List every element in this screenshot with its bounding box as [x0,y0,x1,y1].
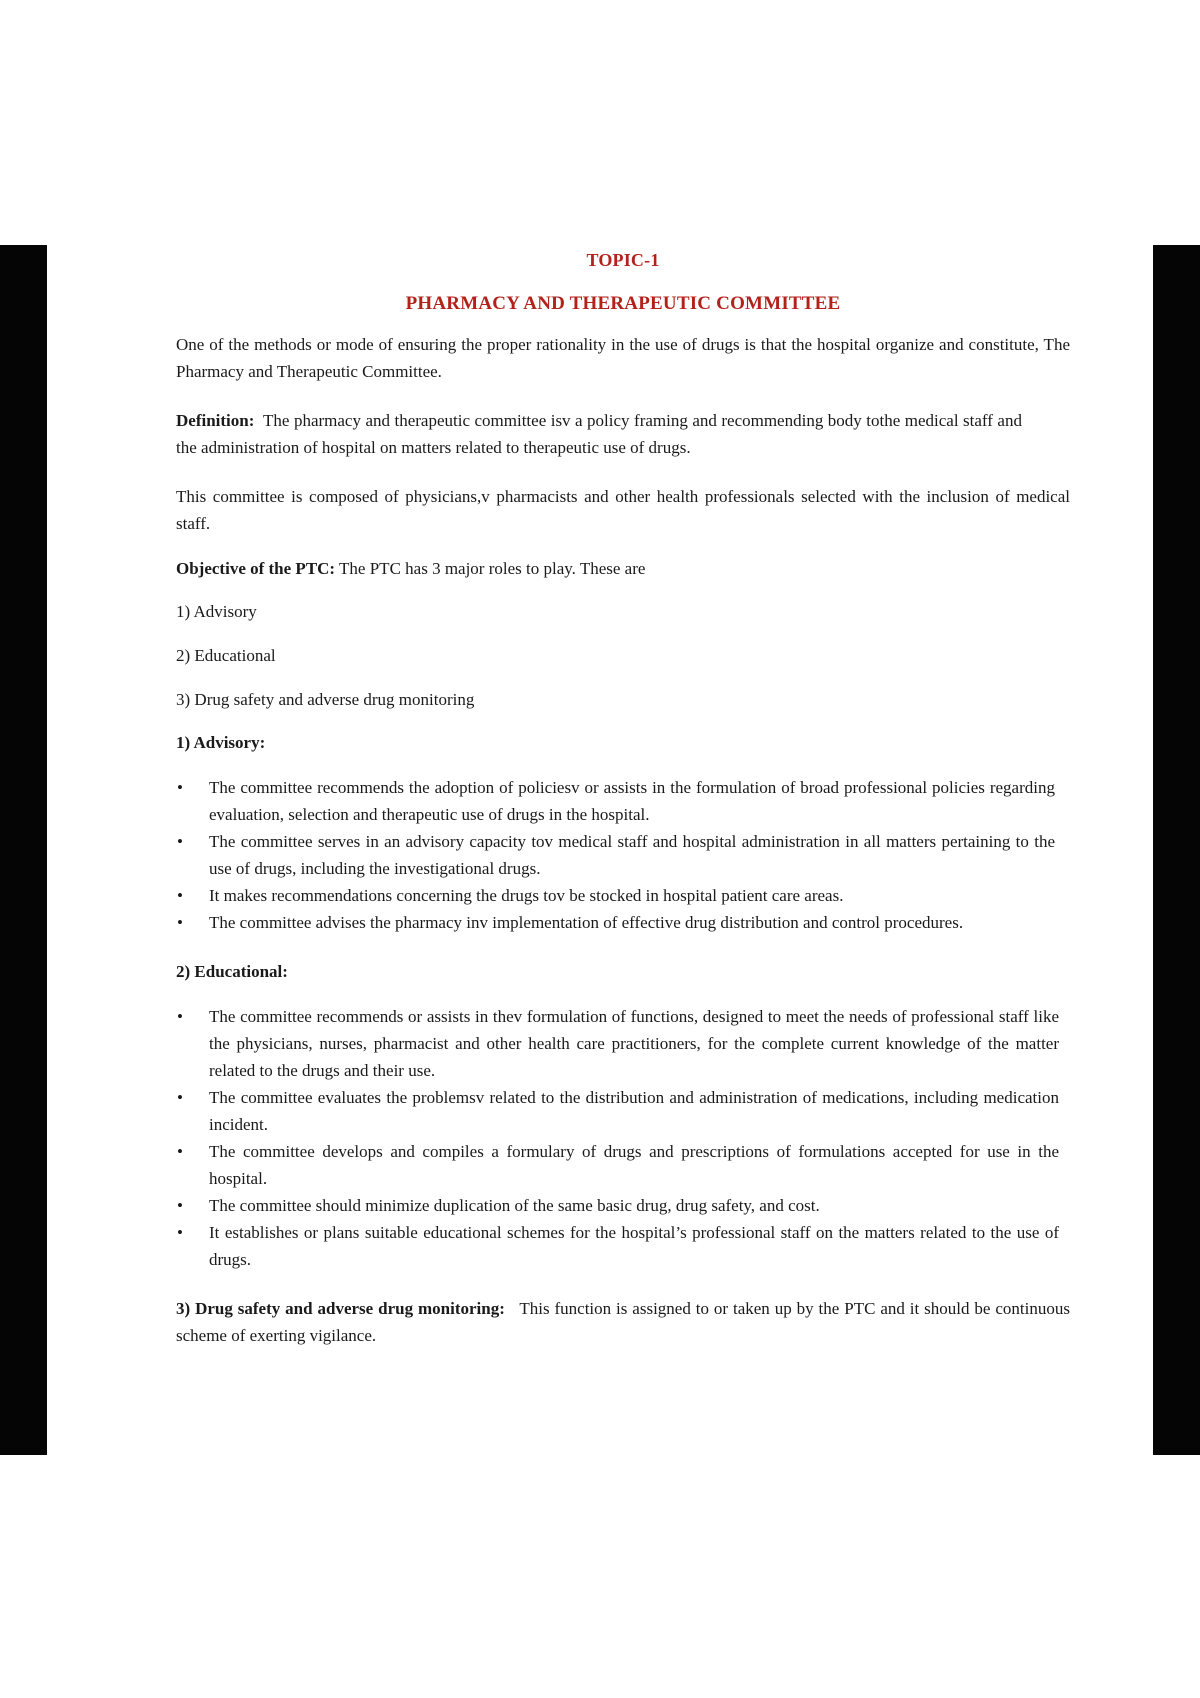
bullet-icon: • [177,1223,183,1242]
list-item-text: It makes recommendations concerning the drugs tov be stocked in hospital patient care areas. [209,886,844,905]
bullet-icon: • [177,1196,183,1215]
bullet-icon: • [177,1007,183,1026]
bullet-icon: • [177,1088,183,1107]
intro-paragraph: One of the methods or mode of ensuring the proper rationality in the use of drugs is that the hospital organize and constitute, The Pharmacy and Therapeutic Committee. [176,335,1070,381]
composition-paragraph: This committee is composed of physicians,v pharmacists and other health professionals selected with the inclusion of medical staff. [176,487,1070,533]
list-item [176,882,1055,909]
drug-safety-text: This function is assigned to or taken up by the PTC and it should be continuous scheme of exerting vigilance. [176,1299,1070,1345]
drug-safety-label: 3) Drug safety and adverse drug monitoring: [176,1299,505,1318]
objective-paragraph [176,555,1070,582]
definition-text: The pharmacy and therapeutic committee isv a policy framing and recommending body tothe medical staff and the administration of hospital on matters related to therapeutic use of drugs. [176,411,1022,457]
list-item [176,909,1055,936]
list-item-text: The committee should minimize duplication of the same basic drug, drug safety, and cost. [209,1196,820,1215]
bullet-icon: • [177,886,183,905]
advisory-section-title: 1) Advisory: [176,733,266,752]
right-black-border [1153,245,1200,1455]
list-item-text: It establishes or plans suitable educational schemes for the hospital’s professional staff on the matters related to the use of drugs. [209,1223,1059,1269]
list-item [176,1003,1059,1084]
list-item-text: The committee evaluates the problemsv related to the distribution and administration of medications, including medication incident. [209,1088,1059,1134]
definition-label: Definition: [176,411,255,430]
role-item-educational: 2) Educational [176,646,276,665]
list-item [176,1084,1059,1138]
list-item [176,828,1055,882]
list-item-text: The committee develops and compiles a formulary of drugs and prescriptions of formulations accepted for use in the hospital. [209,1142,1059,1188]
list-item [176,1138,1059,1192]
advisory-list [176,774,1070,936]
document-page [176,250,1070,1349]
role-item-advisory: 1) Advisory [176,602,257,621]
definition-paragraph [176,407,1022,461]
topic-label: TOPIC-1 [586,250,660,270]
list-item [176,1192,1059,1219]
list-item-text: The committee serves in an advisory capacity tov medical staff and hospital administration in all matters pertaining to the use of drugs, including the investigational drugs. [209,832,1055,878]
list-item [176,774,1055,828]
bullet-icon: • [177,913,183,932]
list-item-text: The committee advises the pharmacy inv implementation of effective drug distribution and control procedures. [209,913,964,932]
list-item [176,1219,1059,1273]
objective-text: The PTC has 3 major roles to play. These are [339,559,646,578]
bullet-icon: • [177,778,183,797]
role-item-drug-safety: 3) Drug safety and adverse drug monitoring [176,690,475,709]
bullet-icon: • [177,1142,183,1161]
page-title: PHARMACY AND THERAPEUTIC COMMITTEE [405,293,841,314]
objective-label: Objective of the PTC: [176,559,336,578]
educational-section-title: 2) Educational: [176,962,288,981]
left-black-border [0,245,47,1455]
educational-list [176,1003,1070,1273]
bullet-icon: • [177,832,183,851]
drug-safety-paragraph [176,1295,1070,1349]
list-item-text: The committee recommends the adoption of policiesv or assists in the formulation of broad professional policies regarding evaluation, selection and therapeutic use of drugs in the hospital. [209,778,1055,824]
list-item-text: The committee recommends or assists in thev formulation of functions, designed to meet the needs of professional staff like the physicians, nurses, pharmacist and other health care practitioners, for the complete current knowledge of the matter related to the drugs and their use. [209,1007,1059,1080]
